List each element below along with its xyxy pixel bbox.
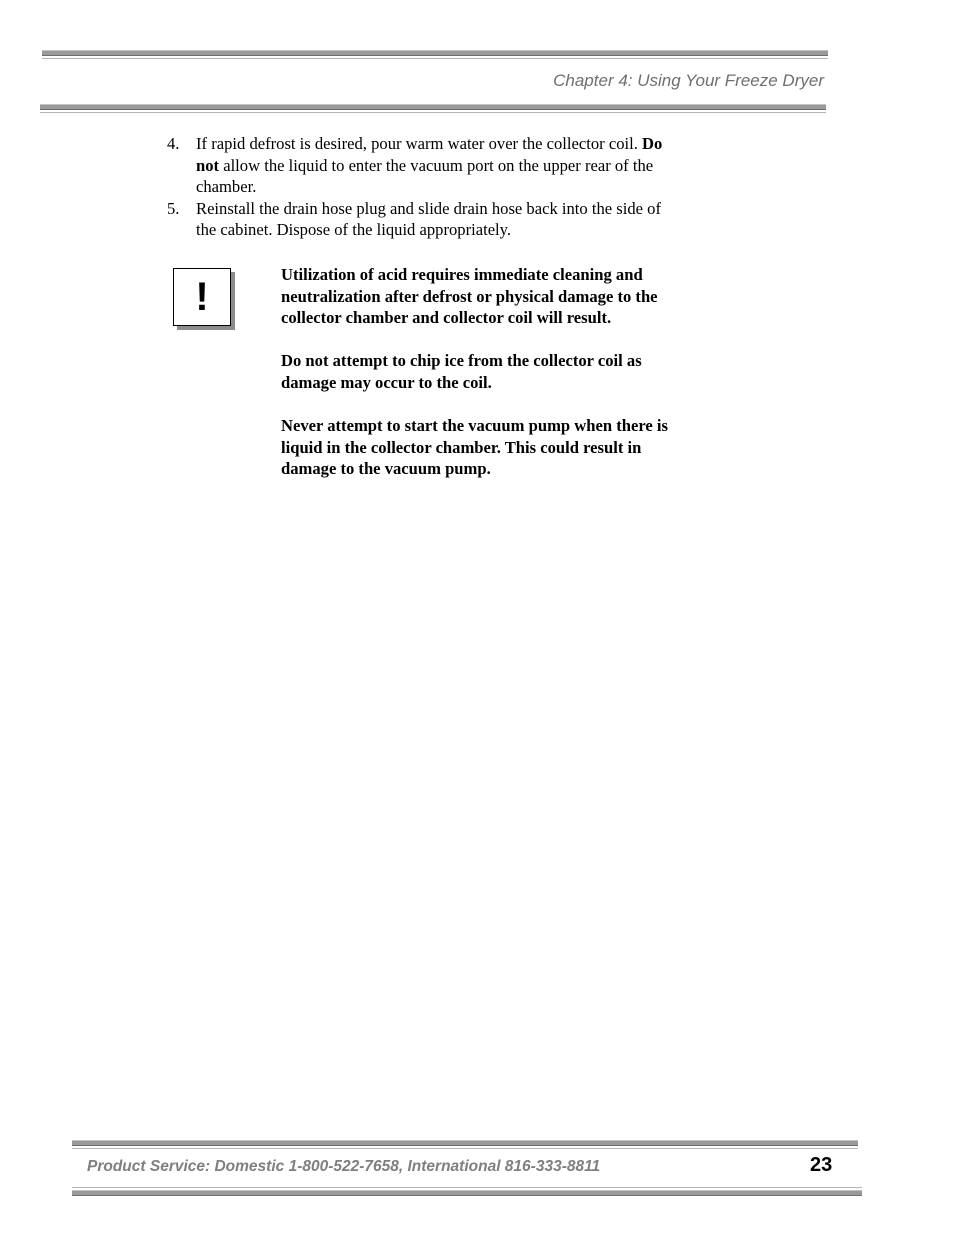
step-number: 4.	[167, 134, 180, 153]
footer-rule-bottom	[72, 1187, 862, 1196]
step-item	[167, 133, 677, 198]
caution-messages	[281, 264, 681, 502]
step-emphasis: Do not	[196, 134, 663, 175]
caution-message: Utilization of acid requires immediate cleaning and neutralization after defrost or physical damage to the collector chamber and collector coil will result.	[281, 265, 658, 328]
step-text: Reinstall the drain hose plug and slide drain hose back into the side of the cabinet. Dispose of the liquid appropriately.	[196, 198, 661, 240]
step-item	[167, 198, 677, 241]
chapter-title: Chapter 4: Using Your Freeze Dryer	[553, 71, 824, 90]
header-rule-top	[42, 50, 828, 59]
step-number: 5.	[167, 198, 180, 218]
procedure-steps	[167, 133, 677, 241]
page-number: 23	[810, 1154, 833, 1176]
header-rule-bottom	[40, 104, 826, 113]
footer-rule-top	[72, 1140, 858, 1149]
caution-message: Do not attempt to chip ice from the collector coil as damage may occur to the coil.	[281, 351, 642, 392]
footer-service-text: Product Service: Domestic 1-800-522-7658, International 816-333-8811	[87, 1158, 601, 1175]
exclamation-icon: !	[173, 268, 231, 326]
caution-message: Never attempt to start the vacuum pump when there is liquid in the collector chamber. This could result in damage to the vacuum pump.	[281, 416, 668, 479]
step-text: If rapid defrost is desired, pour warm water over the collector coil. Do not allow the liquid to enter the vacuum port on the upper rear of the chamber.	[196, 134, 663, 197]
